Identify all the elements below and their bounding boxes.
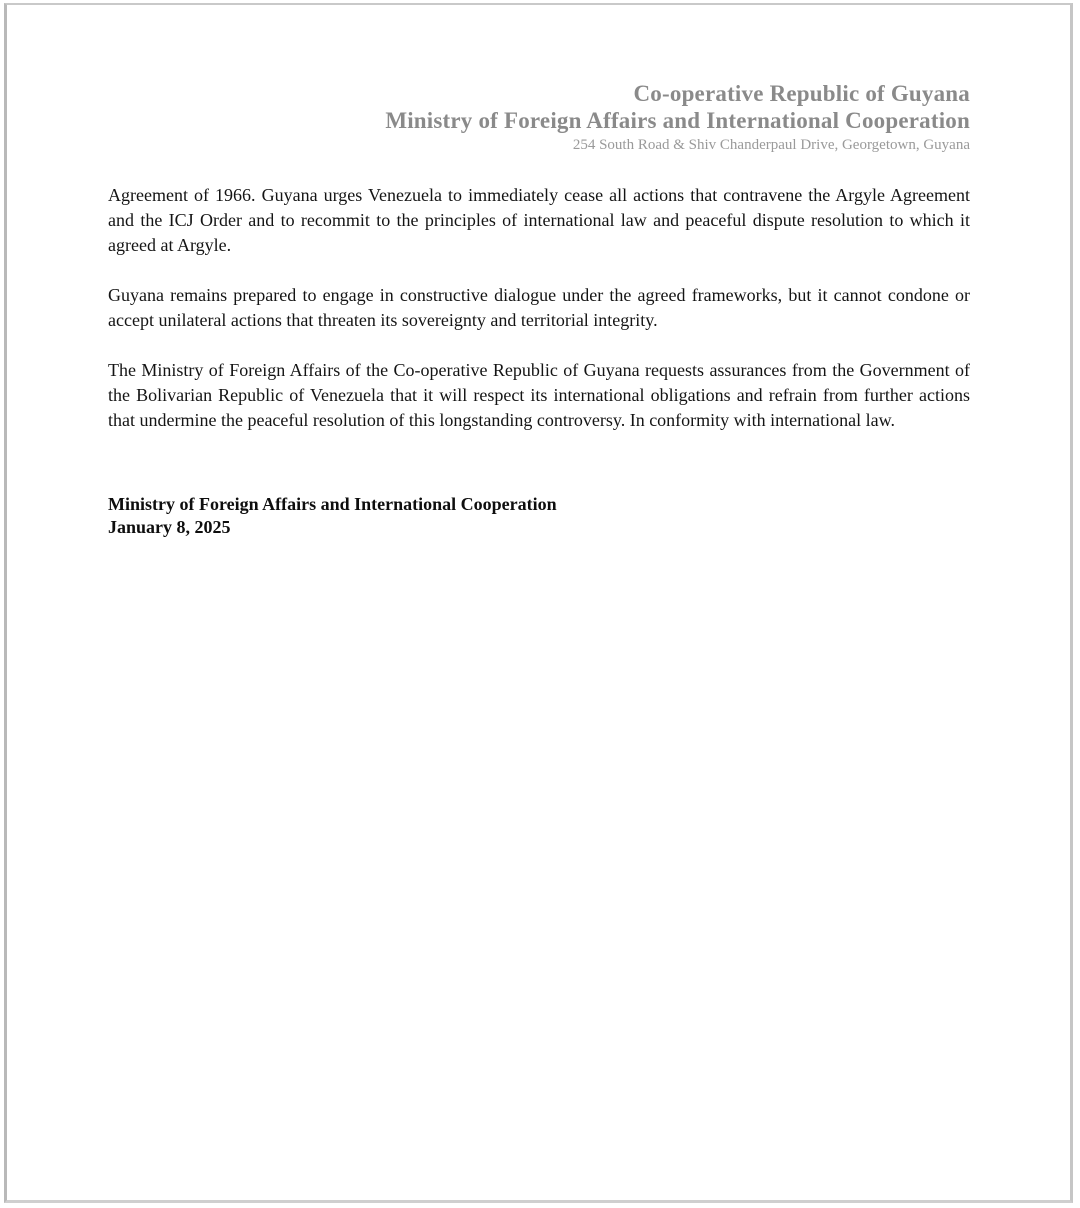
letterhead-ministry: Ministry of Foreign Affairs and International Cooperation bbox=[385, 108, 970, 134]
signature-block bbox=[108, 493, 970, 539]
letterhead-address: 254 South Road & Shiv Chanderpaul Drive, Georgetown, Guyana bbox=[572, 137, 970, 154]
paragraph-2: Guyana remains prepared to engage in constructive dialogue under the agreed frameworks, but it cannot condone or accept unilateral actions that threaten its sovereignty and territorial integrity. bbox=[108, 284, 970, 330]
paragraph-3: The Ministry of Foreign Affairs of the Co-operative Republic of Guyana requests assurances from the Government of the Bolivarian Republic of Venezuela that it will respect its international obligations and refrain from further actions that undermine the peaceful resolution of this longstanding controversy. In conformity with international law. bbox=[108, 359, 970, 430]
letterhead bbox=[7, 80, 970, 155]
signature-date: January 8, 2025 bbox=[108, 516, 231, 537]
paragraph-1: Agreement of 1966. Guyana urges Venezuela to immediately cease all actions that contravene the Argyle Agreement and the ICJ Order and to recommit to the principles of international law and peaceful dispute resolution to which it agreed at Argyle. bbox=[108, 184, 970, 255]
document-page bbox=[4, 3, 1073, 1203]
letterhead-country: Co-operative Republic of Guyana bbox=[633, 81, 970, 106]
signature-org: Ministry of Foreign Affairs and International Cooperation bbox=[108, 493, 557, 514]
letter-body bbox=[108, 183, 970, 433]
